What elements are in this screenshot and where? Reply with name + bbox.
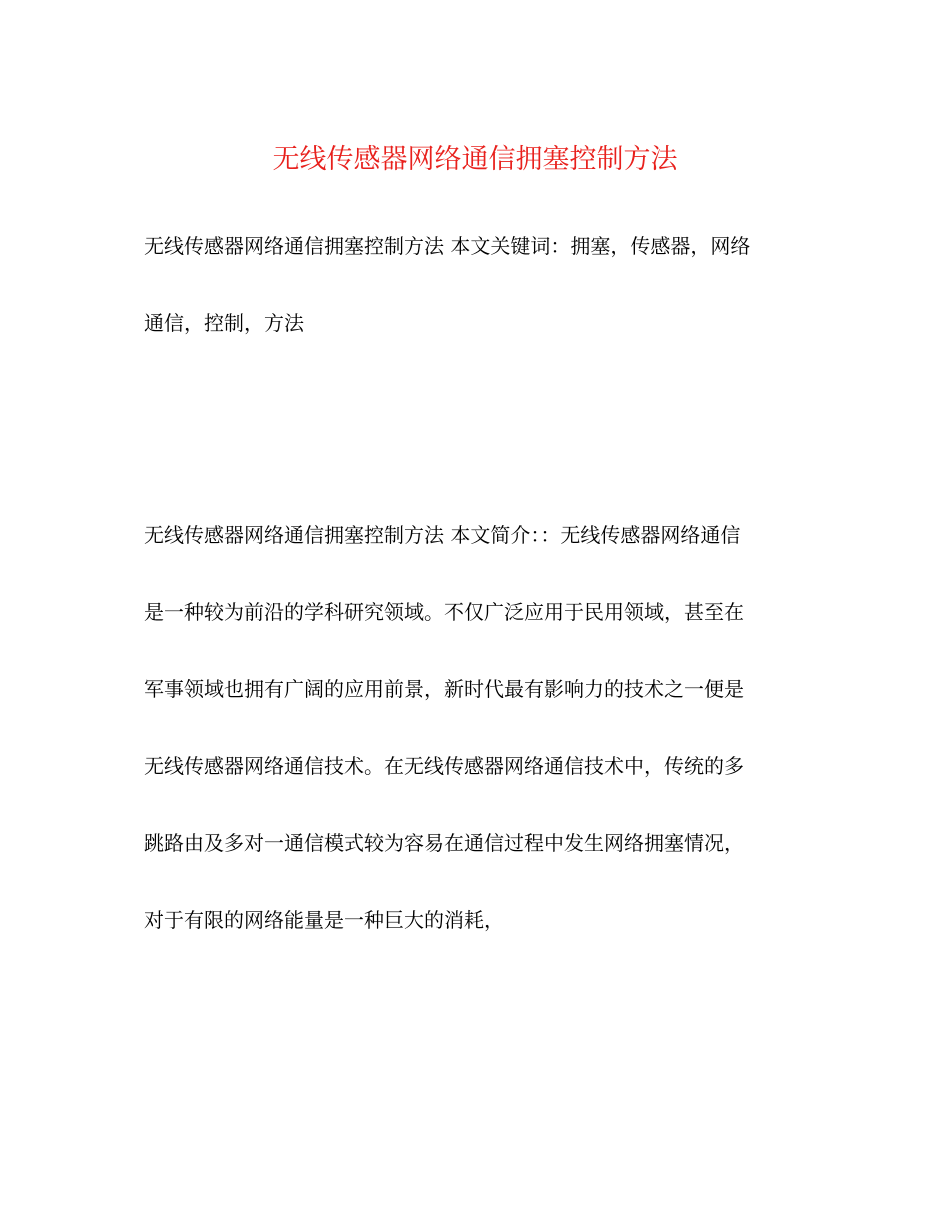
summary-line: 跳路由及多对一通信模式较为容易在通信过程中发生网络拥塞情况， — [144, 831, 744, 855]
keywords-paragraph — [144, 208, 804, 362]
summary-paragraph — [144, 497, 804, 959]
keywords-line: 通信，控制，方法 — [144, 311, 304, 335]
summary-line: 是一种较为前沿的学科研究领域。不仅广泛应用于民用领域，甚至在 — [144, 600, 744, 624]
summary-line: 无线传感器网络通信拥塞控制方法 本文简介：：无线传感器网络通信 — [144, 523, 741, 547]
summary-line: 无线传感器网络通信技术。在无线传感器网络通信技术中，传统的多 — [144, 754, 744, 778]
summary-line: 对于有限的网络能量是一种巨大的消耗， — [144, 908, 504, 932]
document-title: 无线传感器网络通信拥塞控制方法 — [272, 144, 678, 175]
summary-line: 军事领域也拥有广阔的应用前景，新时代最有影响力的技术之一便是 — [144, 677, 744, 701]
keywords-line: 无线传感器网络通信拥塞控制方法 本文关键词：拥塞，传感器，网络 — [144, 234, 751, 258]
